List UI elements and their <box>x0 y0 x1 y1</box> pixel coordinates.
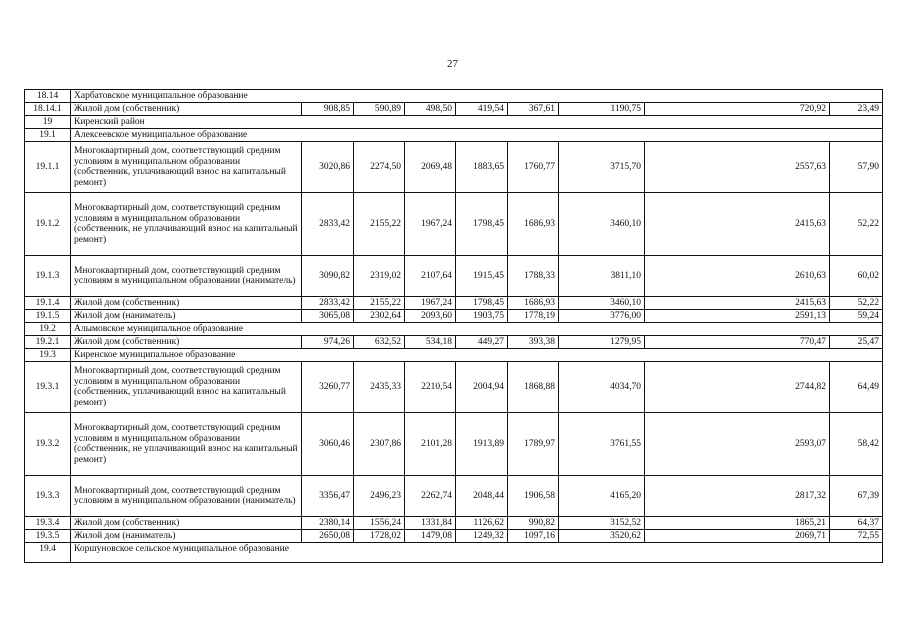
value-cell: 2744,82 <box>645 362 830 413</box>
value-cell: 2415,63 <box>645 297 830 310</box>
value-cell: 2593,07 <box>645 413 830 476</box>
value-cell: 64,37 <box>830 517 883 530</box>
table-row <box>25 476 883 517</box>
value-cell: 2817,32 <box>645 476 830 517</box>
value-cell: 2380,14 <box>302 517 354 530</box>
value-cell: 2833,42 <box>302 193 354 256</box>
value-cell: 3761,55 <box>559 413 645 476</box>
value-cell: 720,92 <box>645 103 830 116</box>
value-cell: 3090,82 <box>302 256 354 297</box>
value-cell: 2557,63 <box>645 142 830 193</box>
section-row <box>25 323 883 336</box>
value-cell: 1479,08 <box>405 530 456 543</box>
value-cell: 2496,23 <box>354 476 405 517</box>
section-label: Харбатовское муниципальное образование <box>71 90 883 103</box>
row-code: 19.3 <box>25 349 71 362</box>
value-cell: 2155,22 <box>354 297 405 310</box>
value-cell: 3260,77 <box>302 362 354 413</box>
value-cell: 419,54 <box>456 103 508 116</box>
value-cell: 2155,22 <box>354 193 405 256</box>
value-cell: 1903,75 <box>456 310 508 323</box>
value-cell: 1906,58 <box>508 476 559 517</box>
row-description: Многоквартирный дом, соответствующий средним условиям в муниципальном образовании (собственник, уплачивающий взнос на капитальный ремонт) <box>71 362 302 413</box>
value-cell: 67,39 <box>830 476 883 517</box>
row-description: Многоквартирный дом, соответствующий средним условиям в муниципальном образовании (собственник, не уплачивающий взнос на капитальный ремонт) <box>71 193 302 256</box>
value-cell: 1556,24 <box>354 517 405 530</box>
table-row <box>25 297 883 310</box>
value-cell: 3520,62 <box>559 530 645 543</box>
value-cell: 3065,08 <box>302 310 354 323</box>
table-body <box>25 90 883 563</box>
value-cell: 1865,21 <box>645 517 830 530</box>
table-row <box>25 530 883 543</box>
value-cell: 2302,64 <box>354 310 405 323</box>
value-cell: 1279,95 <box>559 336 645 349</box>
value-cell: 3356,47 <box>302 476 354 517</box>
row-code: 19.2.1 <box>25 336 71 349</box>
value-cell: 1126,62 <box>456 517 508 530</box>
value-cell: 2210,54 <box>405 362 456 413</box>
value-cell: 1097,16 <box>508 530 559 543</box>
value-cell: 2093,60 <box>405 310 456 323</box>
value-cell: 52,22 <box>830 297 883 310</box>
value-cell: 2591,13 <box>645 310 830 323</box>
row-code: 19.3.5 <box>25 530 71 543</box>
table-row <box>25 413 883 476</box>
row-description: Жилой дом (собственник) <box>71 336 302 349</box>
value-cell: 1686,93 <box>508 297 559 310</box>
value-cell: 2833,42 <box>302 297 354 310</box>
value-cell: 2069,71 <box>645 530 830 543</box>
table-row <box>25 310 883 323</box>
value-cell: 990,82 <box>508 517 559 530</box>
row-code: 19.3.4 <box>25 517 71 530</box>
value-cell: 1686,93 <box>508 193 559 256</box>
value-cell: 1868,88 <box>508 362 559 413</box>
row-description: Жилой дом (собственник) <box>71 517 302 530</box>
value-cell: 3460,10 <box>559 193 645 256</box>
row-code: 18.14.1 <box>25 103 71 116</box>
value-cell: 1249,32 <box>456 530 508 543</box>
section-label: Алексеевское муниципальное образование <box>71 129 883 142</box>
value-cell: 2069,48 <box>405 142 456 193</box>
value-cell: 534,18 <box>405 336 456 349</box>
value-cell: 3811,10 <box>559 256 645 297</box>
row-description: Многоквартирный дом, соответствующий средним условиям в муниципальном образовании (собственник, уплачивающий взнос на капитальный ремонт) <box>71 142 302 193</box>
section-row <box>25 349 883 362</box>
value-cell: 1913,89 <box>456 413 508 476</box>
value-cell: 590,89 <box>354 103 405 116</box>
value-cell: 2319,02 <box>354 256 405 297</box>
value-cell: 367,61 <box>508 103 559 116</box>
value-cell: 25,47 <box>830 336 883 349</box>
value-cell: 58,42 <box>830 413 883 476</box>
value-cell: 2435,33 <box>354 362 405 413</box>
value-cell: 2262,74 <box>405 476 456 517</box>
value-cell: 2004,94 <box>456 362 508 413</box>
value-cell: 2650,08 <box>302 530 354 543</box>
row-code: 18.14 <box>25 90 71 103</box>
value-cell: 1967,24 <box>405 193 456 256</box>
table-row <box>25 193 883 256</box>
row-description: Жилой дом (наниматель) <box>71 530 302 543</box>
row-code: 19.1.3 <box>25 256 71 297</box>
row-description: Многоквартирный дом, соответствующий средним условиям в муниципальном образовании (наниматель) <box>71 476 302 517</box>
value-cell: 57,90 <box>830 142 883 193</box>
value-cell: 1789,97 <box>508 413 559 476</box>
value-cell: 59,24 <box>830 310 883 323</box>
value-cell: 1798,45 <box>456 193 508 256</box>
value-cell: 4165,20 <box>559 476 645 517</box>
section-row <box>25 116 883 129</box>
row-description: Многоквартирный дом, соответствующий средним условиям в муниципальном образовании (наниматель) <box>71 256 302 297</box>
value-cell: 3152,52 <box>559 517 645 530</box>
page-number: 27 <box>447 58 458 70</box>
section-label: Алымовское муниципальное образование <box>71 323 883 336</box>
value-cell: 770,47 <box>645 336 830 349</box>
value-cell: 498,50 <box>405 103 456 116</box>
table-row <box>25 336 883 349</box>
value-cell: 1798,45 <box>456 297 508 310</box>
section-label: Киренский район <box>71 116 883 129</box>
value-cell: 3020,86 <box>302 142 354 193</box>
value-cell: 974,26 <box>302 336 354 349</box>
value-cell: 2610,63 <box>645 256 830 297</box>
value-cell: 60,02 <box>830 256 883 297</box>
row-code: 19.2 <box>25 323 71 336</box>
value-cell: 2274,50 <box>354 142 405 193</box>
value-cell: 3715,70 <box>559 142 645 193</box>
value-cell: 449,27 <box>456 336 508 349</box>
value-cell: 1778,19 <box>508 310 559 323</box>
value-cell: 1967,24 <box>405 297 456 310</box>
value-cell: 2101,28 <box>405 413 456 476</box>
value-cell: 4034,70 <box>559 362 645 413</box>
section-label: Киренское муниципальное образование <box>71 349 883 362</box>
value-cell: 1883,65 <box>456 142 508 193</box>
row-description: Многоквартирный дом, соответствующий средним условиям в муниципальном образовании (собственник, не уплачивающий взнос на капитальный ремонт) <box>71 413 302 476</box>
section-row <box>25 90 883 103</box>
value-cell: 2415,63 <box>645 193 830 256</box>
table-row <box>25 142 883 193</box>
value-cell: 393,38 <box>508 336 559 349</box>
value-cell: 3776,00 <box>559 310 645 323</box>
section-row <box>25 129 883 142</box>
section-row <box>25 543 883 563</box>
value-cell: 23,49 <box>830 103 883 116</box>
value-cell: 1728,02 <box>354 530 405 543</box>
row-code: 19.3.2 <box>25 413 71 476</box>
row-code: 19.3.1 <box>25 362 71 413</box>
row-code: 19 <box>25 116 71 129</box>
value-cell: 2048,44 <box>456 476 508 517</box>
row-code: 19.1.2 <box>25 193 71 256</box>
row-code: 19.1 <box>25 129 71 142</box>
row-code: 19.1.4 <box>25 297 71 310</box>
value-cell: 1331,84 <box>405 517 456 530</box>
value-cell: 632,52 <box>354 336 405 349</box>
value-cell: 3060,46 <box>302 413 354 476</box>
value-cell: 908,85 <box>302 103 354 116</box>
table-row <box>25 362 883 413</box>
value-cell: 3460,10 <box>559 297 645 310</box>
value-cell: 2107,64 <box>405 256 456 297</box>
value-cell: 1788,33 <box>508 256 559 297</box>
value-cell: 64,49 <box>830 362 883 413</box>
row-code: 19.1.1 <box>25 142 71 193</box>
section-label: Коршуновское сельское муниципальное образование <box>71 543 883 563</box>
row-code: 19.4 <box>25 543 71 563</box>
row-description: Жилой дом (собственник) <box>71 103 302 116</box>
value-cell: 1190,75 <box>559 103 645 116</box>
row-description: Жилой дом (собственник) <box>71 297 302 310</box>
value-cell: 2307,86 <box>354 413 405 476</box>
value-cell: 52,22 <box>830 193 883 256</box>
value-cell: 1760,77 <box>508 142 559 193</box>
row-description: Жилой дом (наниматель) <box>71 310 302 323</box>
value-cell: 1915,45 <box>456 256 508 297</box>
row-code: 19.1.5 <box>25 310 71 323</box>
table-row <box>25 103 883 116</box>
value-cell: 72,55 <box>830 530 883 543</box>
table-row <box>25 256 883 297</box>
row-code: 19.3.3 <box>25 476 71 517</box>
table-row <box>25 517 883 530</box>
tariff-table <box>24 89 883 563</box>
